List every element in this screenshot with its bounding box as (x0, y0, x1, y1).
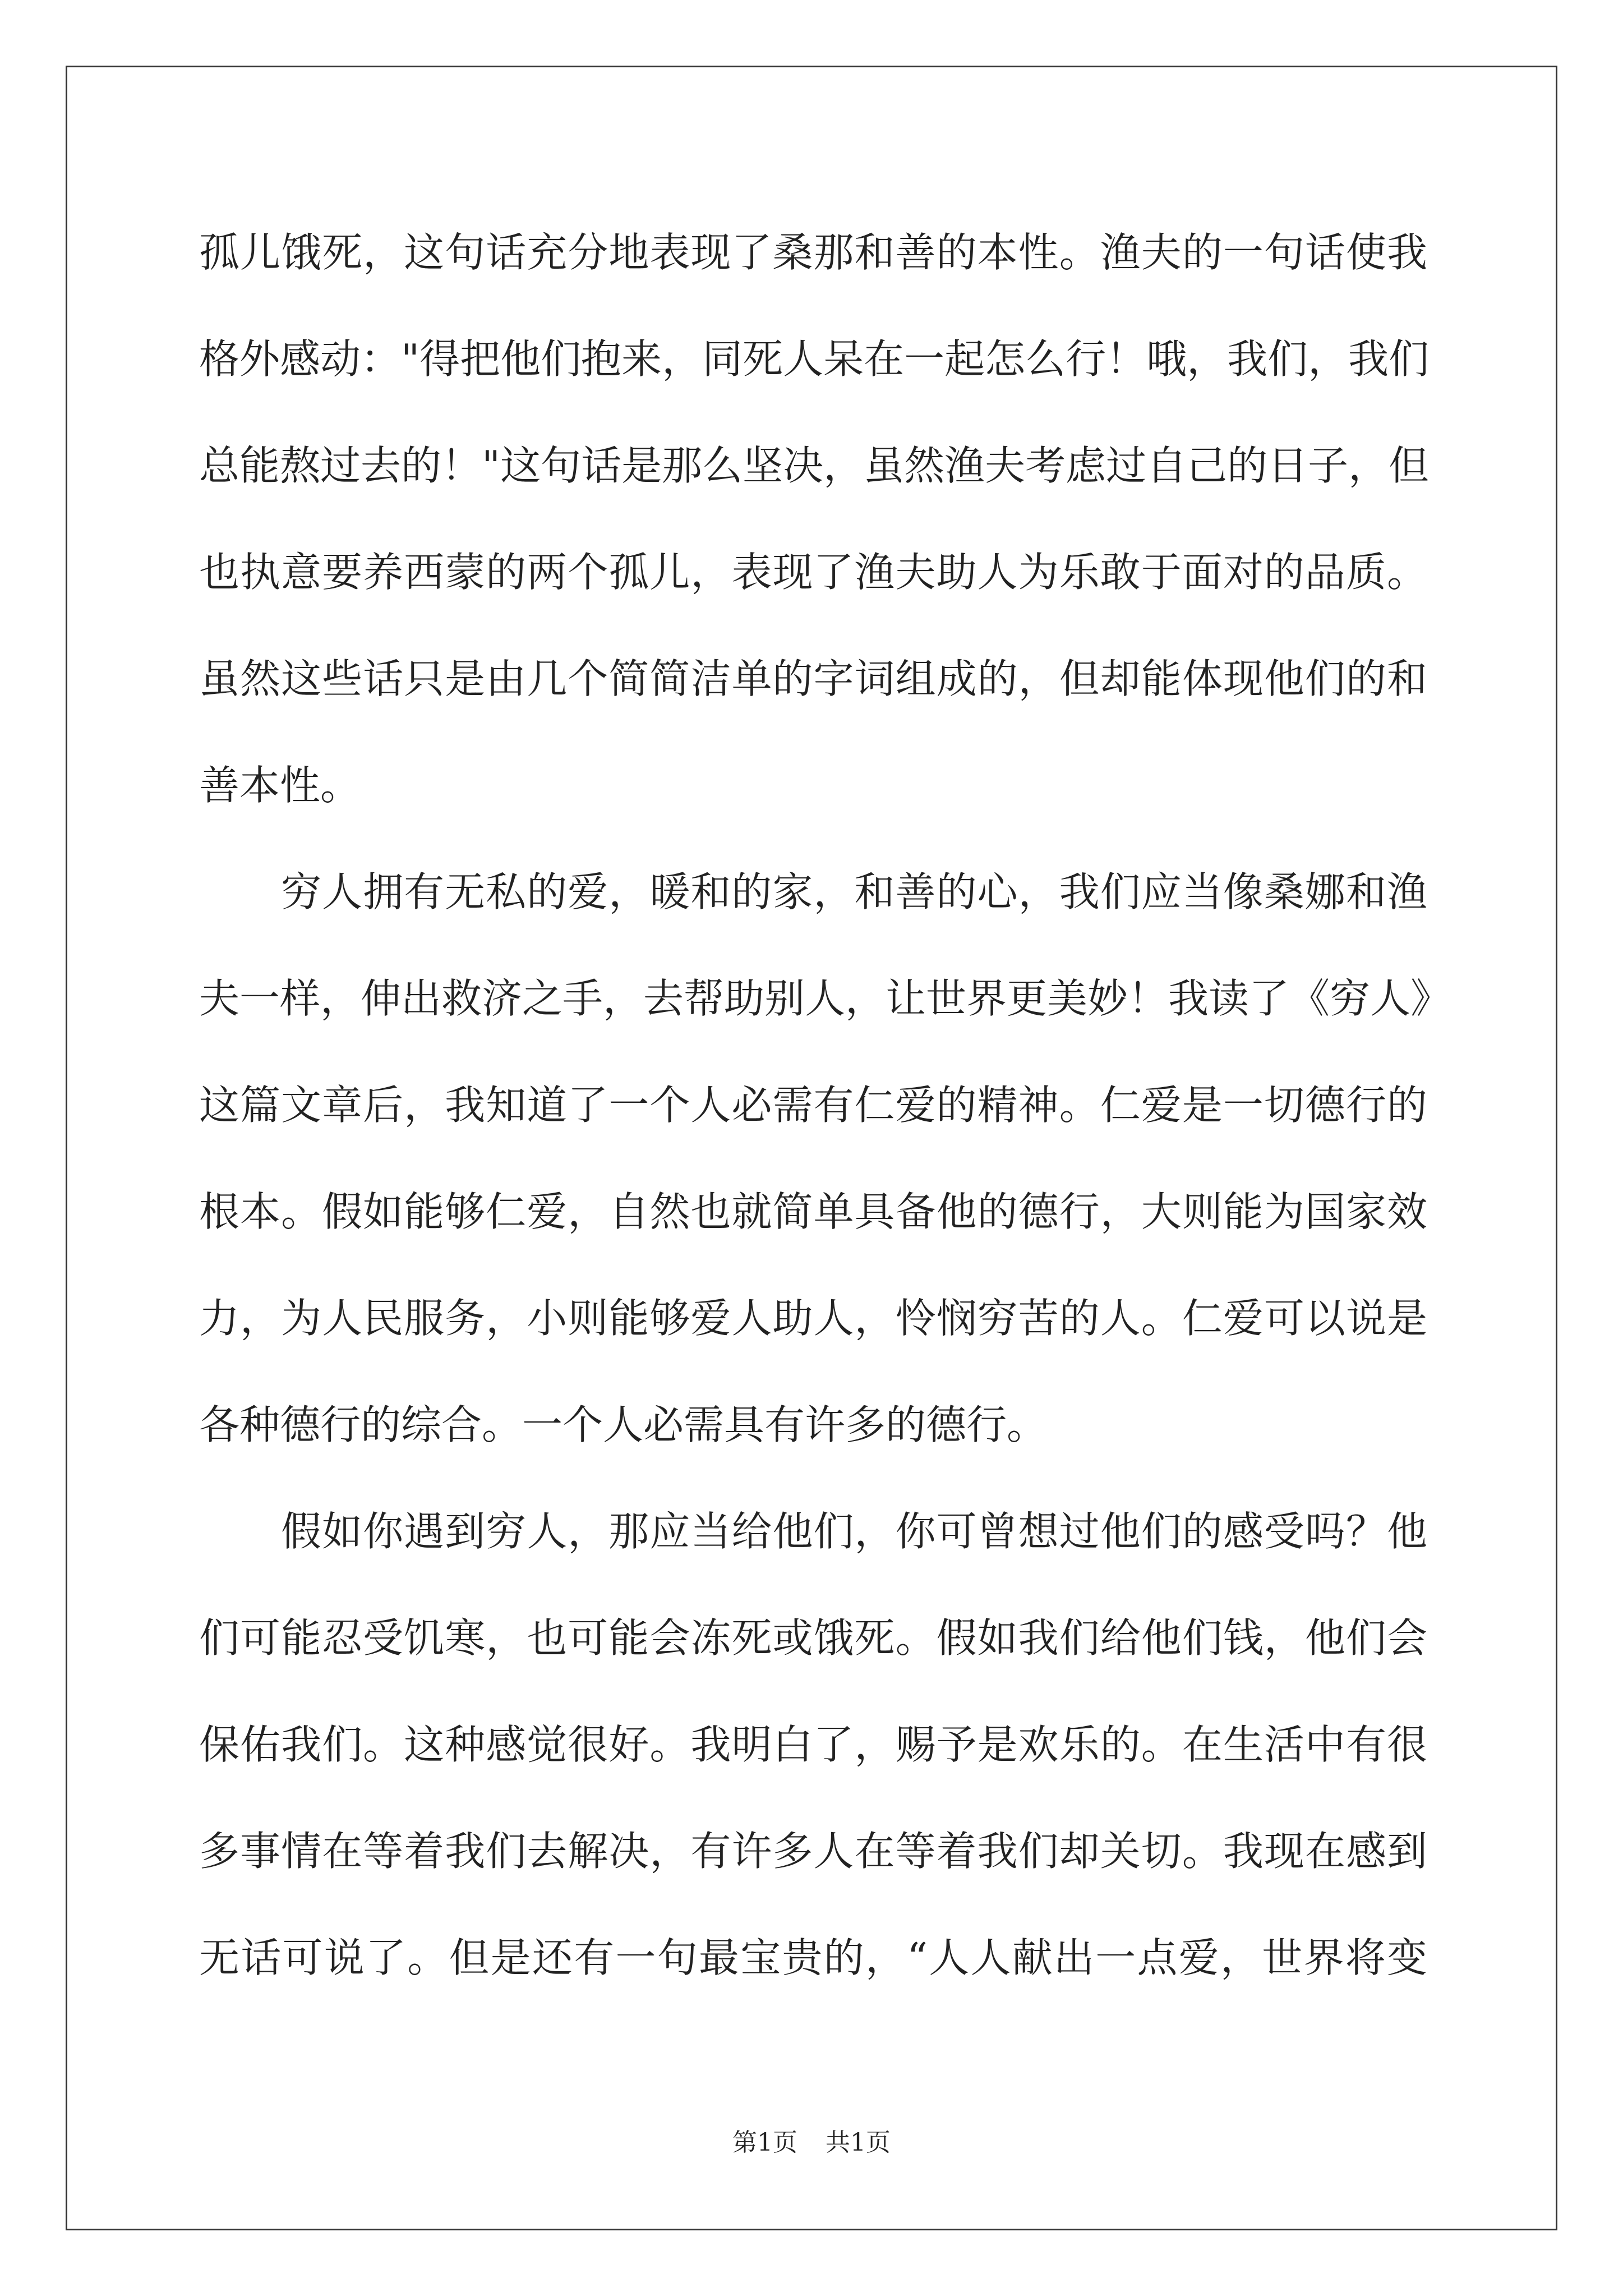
text-line: 虽然这些话只是由几个简简洁单的字词组成的，但却能体现他们的和 (199, 655, 1427, 702)
text-line: 也执意要养西蒙的两个孤儿，表现了渔夫助人为乐敢于面对的品质。 (199, 549, 1427, 596)
text-line: 善本性。 (199, 762, 361, 809)
text-line: 孤儿饿死，这句话充分地表现了桑那和善的本性。渔夫的一句话使我 (199, 229, 1427, 276)
text-line: 夫一样，伸出救济之手，去帮助别人，让世界更美妙！我读了《穷人》 (199, 975, 1451, 1022)
text-line: 根本。假如能够仁爱，自然也就简单具备他的德行，大则能为国家效 (199, 1188, 1427, 1235)
text-line: 多事情在等着我们去解决，有许多人在等着我们却关切。我现在感到 (199, 1828, 1427, 1875)
page-number-current: 第1页 (732, 2128, 797, 2157)
text-line: 穷人拥有无私的爱，暖和的家，和善的心，我们应当像桑娜和渔 (281, 868, 1427, 915)
text-line: 保佑我们。这种感觉很好。我明白了，赐予是欢乐的。在生活中有很 (199, 1721, 1427, 1768)
page-number-total: 共1页 (826, 2128, 891, 2157)
document-body (199, 219, 1451, 2031)
text-line: 无话可说了。但是还有一句最宝贵的，“人人献出一点爱，世界将变 (199, 1934, 1427, 1981)
text-line: 假如你遇到穷人，那应当给他们，你可曾想过他们的感受吗？他 (281, 1508, 1427, 1555)
text-line: 总能熬过去的！"这句话是那么坚决，虽然渔夫考虑过自己的日子，但 (199, 442, 1430, 489)
page-footer (0, 2126, 1623, 2160)
text-line: 们可能忍受饥寒，也可能会冻死或饿死。假如我们给他们钱，他们会 (199, 1614, 1427, 1662)
text-line: 力，为人民服务，小则能够爱人助人，怜悯穷苦的人。仁爱可以说是 (199, 1295, 1427, 1342)
text-line: 这篇文章后，我知道了一个人必需有仁爱的精神。仁爱是一切德行的 (199, 1082, 1427, 1129)
text-line: 格外感动："得把他们抱来，同死人呆在一起怎么行！哦，我们，我们 (199, 335, 1430, 383)
text-line: 各种德行的综合。一个人必需具有许多的德行。 (199, 1401, 1048, 1448)
